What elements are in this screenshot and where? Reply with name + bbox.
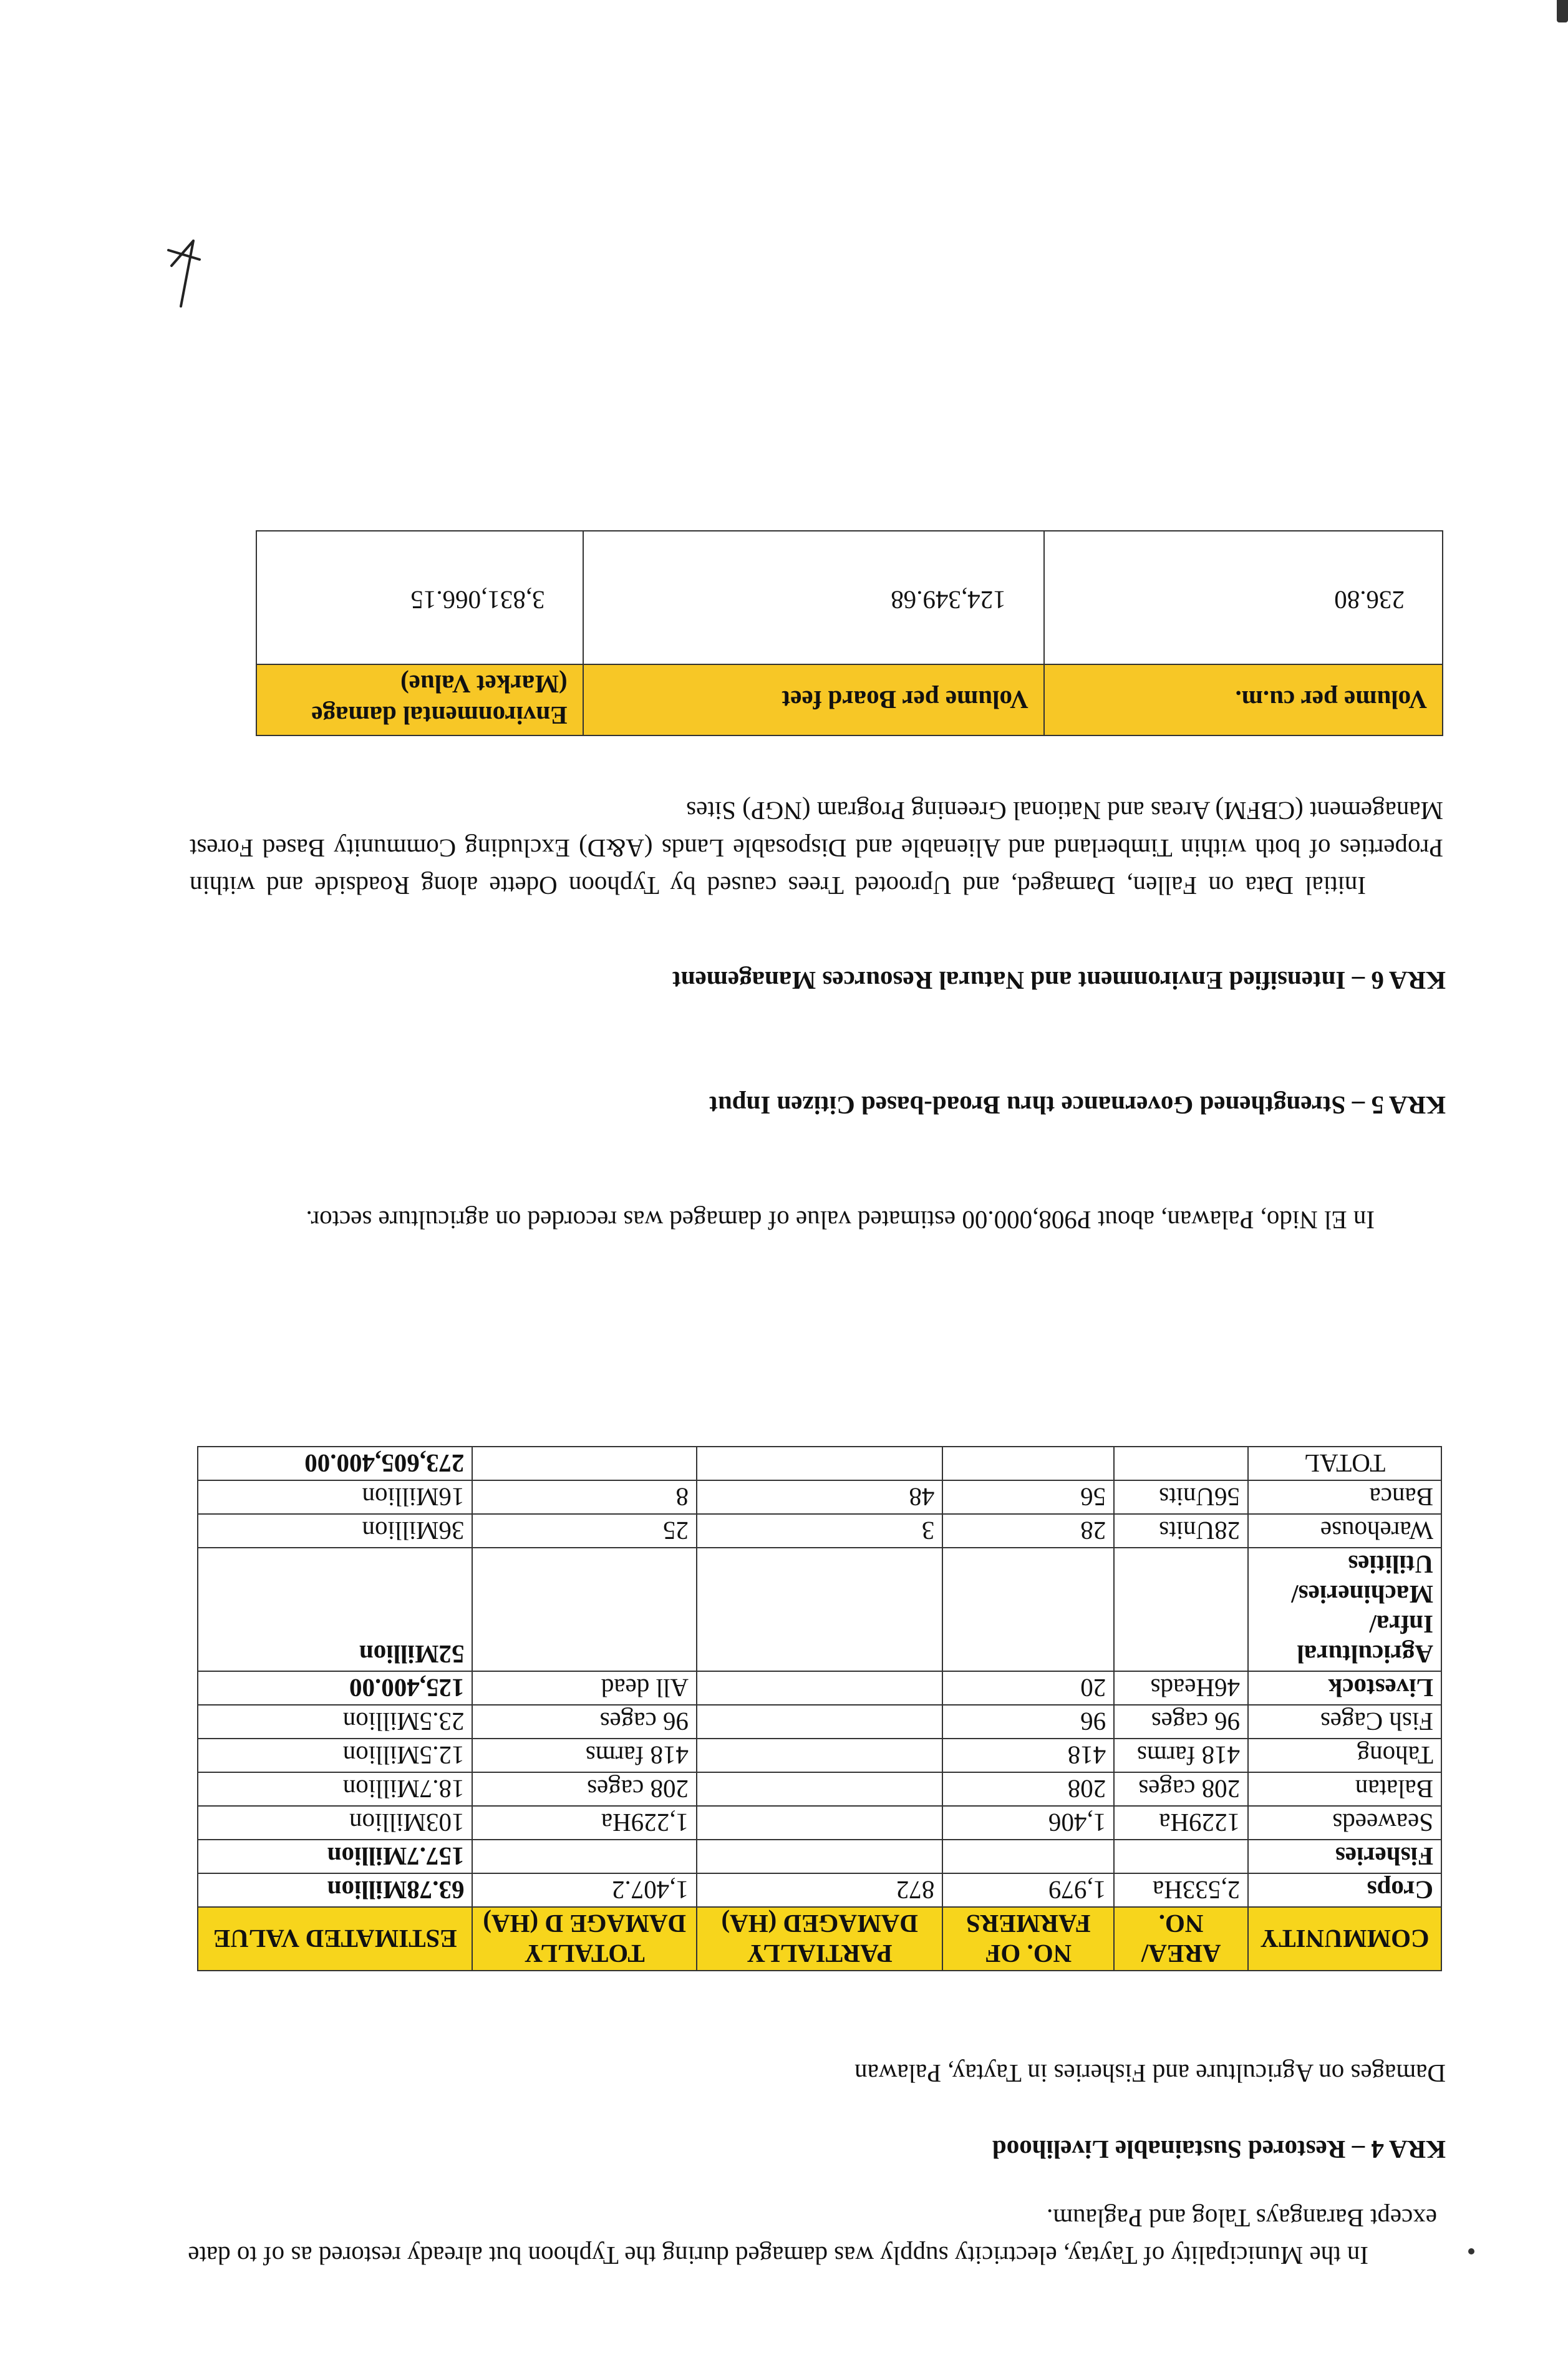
table-row [198, 1840, 1441, 1873]
kra5-heading: KRA 5 – Strengthened Governance thru Broad-based Citizen Input [709, 1091, 1446, 1120]
table-cell-farmers: 418 [942, 1739, 1114, 1772]
table-cell-value: 16Million [198, 1480, 472, 1514]
table-cell-area: 46Heads [1114, 1671, 1248, 1705]
kra6-paragraph: Initial Data on Fallen, Damaged, and Uprooted Trees caused by Typhoon Odette along Roadside and within Properties of both within Timberland and Alienable and Disposable Lands (A&D) Excluding Community Based Forest Management (CBFM) Areas and National Greening Program (NGP) Sites [190, 797, 1443, 900]
kra4-heading: KRA 4 – Restored Sustainable Livelihood [992, 2135, 1446, 2164]
header-farmers: NO. OF FARMERS [942, 1907, 1114, 1971]
table-cell-total: All dead [472, 1671, 696, 1705]
header-volume-cum: Volume per cu.m. [1044, 664, 1443, 735]
table-cell-community: Fish Cages [1248, 1705, 1441, 1739]
table-cell-farmers: 96 [942, 1705, 1114, 1739]
total-empty [472, 1447, 696, 1480]
table-row [198, 1739, 1441, 1772]
table-cell-area: 28Units [1114, 1514, 1248, 1548]
table-cell-farmers: 1,406 [942, 1806, 1114, 1840]
table-cell-total: 1,407.2 [472, 1873, 696, 1907]
table-cell-value: 157.7Million [198, 1840, 472, 1873]
table-row [198, 1548, 1441, 1671]
table-row [198, 1671, 1441, 1705]
table-cell-partial [697, 1739, 942, 1772]
header-estimated-value: ESTIMATED VALUE [198, 1907, 472, 1971]
table-cell-community: Fisheries [1248, 1840, 1441, 1873]
scan-edge-dot [1557, 0, 1568, 22]
table-cell-partial: 3 [697, 1514, 942, 1548]
table-cell-partial [697, 1671, 942, 1705]
table-total-row [198, 1447, 1441, 1480]
environment-table [256, 530, 1443, 736]
table-cell-area [1114, 1840, 1248, 1873]
table-cell-community: Balatan [1248, 1772, 1441, 1806]
table-cell-farmers: 56 [942, 1480, 1114, 1514]
table-cell-community: Seaweeds [1248, 1806, 1441, 1840]
header-area: AREA/ NO. [1114, 1907, 1248, 1971]
table-cell-community: Livestock [1248, 1671, 1441, 1705]
table-cell-area: 56Units [1114, 1480, 1248, 1514]
header-environmental-damage: Environmental damage (Market Value) [256, 664, 583, 735]
table-cell-total [472, 1548, 696, 1671]
table-cell-community: Agricultural Infra/ Machineries/ Utilities [1248, 1548, 1441, 1671]
table-cell-area: 2,533Ha [1114, 1873, 1248, 1907]
table-cell-community: Tahong [1248, 1739, 1441, 1772]
table-cell-value: 52Million [198, 1548, 472, 1671]
table-cell-value: 36Million [198, 1514, 472, 1548]
value-volume-cum: 236.80 [1044, 531, 1443, 664]
table-cell-farmers: 28 [942, 1514, 1114, 1548]
el-nido-paragraph: In El Nido, Palawan, about P908,000.00 estimated value of damaged was recorded on agriculture sector. [306, 1206, 1375, 1235]
table-cell-total: 25 [472, 1514, 696, 1548]
table-cell-total: 1,229Ha [472, 1806, 696, 1840]
handwritten-mark [162, 222, 206, 309]
table-row [198, 1772, 1441, 1806]
total-empty [1114, 1447, 1248, 1480]
table-cell-partial [697, 1840, 942, 1873]
table-cell-community: Crops [1248, 1873, 1441, 1907]
table-cell-partial: 872 [697, 1873, 942, 1907]
table-cell-value: 18.7Million [198, 1772, 472, 1806]
total-value: 273,605,400.00 [198, 1447, 472, 1480]
table-cell-value: 103Million [198, 1806, 472, 1840]
table-cell-farmers [942, 1548, 1114, 1671]
table-cell-total: 96 cages [472, 1705, 696, 1739]
table-row [198, 1873, 1441, 1907]
table-cell-area: 96 cages [1114, 1705, 1248, 1739]
table-cell-farmers: 20 [942, 1671, 1114, 1705]
table-row [198, 1480, 1441, 1514]
total-empty [942, 1447, 1114, 1480]
value-volume-board-feet: 124,349.68 [583, 531, 1044, 664]
table-cell-value: 63.78Million [198, 1873, 472, 1907]
table-cell-value: 23.5Million [198, 1705, 472, 1739]
table-row [198, 1705, 1441, 1739]
table-cell-total: 8 [472, 1480, 696, 1514]
bullet-dot [1468, 2248, 1474, 2254]
table-cell-community: Banca [1248, 1480, 1441, 1514]
header-partially-damaged: PARTIALLY DAMAGED (HA) [697, 1907, 942, 1971]
total-label: TOTAL [1248, 1447, 1441, 1480]
table-cell-total [472, 1840, 696, 1873]
table-cell-partial: 48 [697, 1480, 942, 1514]
table-cell-area [1114, 1548, 1248, 1671]
table-cell-community: Warehouse [1248, 1514, 1441, 1548]
table-header-row [198, 1907, 1441, 1971]
environment-header-row [256, 664, 1443, 735]
table-cell-farmers: 1,979 [942, 1873, 1114, 1907]
table-cell-total: 418 farms [472, 1739, 696, 1772]
table-cell-farmers: 208 [942, 1772, 1114, 1806]
header-totally-damaged: TOTALLY DAMAGE D (HA) [472, 1907, 696, 1971]
table-cell-area: 1229Ha [1114, 1806, 1248, 1840]
table-cell-partial [697, 1772, 942, 1806]
table-cell-partial [697, 1806, 942, 1840]
table-cell-value: 125,400.00 [198, 1671, 472, 1705]
intro-paragraph: In the Municipality of Taytay, electricity supply was damaged during the Typhoon but already restored as of to date except Barangays Talog and Paglaum. [188, 2204, 1437, 2270]
header-community: COMMUNITY [1248, 1907, 1441, 1971]
kra6-heading: KRA 6 – Intensified Environment and Natural Resources Management [672, 966, 1446, 995]
table-cell-area: 418 farms [1114, 1739, 1248, 1772]
total-empty [697, 1447, 942, 1480]
table-cell-farmers [942, 1840, 1114, 1873]
header-volume-board-feet: Volume per Board feet [583, 664, 1044, 735]
value-environmental-damage: 3,831,066.15 [256, 531, 583, 664]
environment-value-row [256, 531, 1443, 664]
kra4-subheading: Damages on Agriculture and Fisheries in Taytay, Palawan [854, 2059, 1446, 2088]
table-row [198, 1806, 1441, 1840]
table-cell-partial [697, 1705, 942, 1739]
damage-table [197, 1446, 1442, 1971]
table-cell-value: 12.5Million [198, 1739, 472, 1772]
table-cell-partial [697, 1548, 942, 1671]
table-cell-total: 208 cages [472, 1772, 696, 1806]
table-cell-area: 208 cages [1114, 1772, 1248, 1806]
table-row [198, 1514, 1441, 1548]
